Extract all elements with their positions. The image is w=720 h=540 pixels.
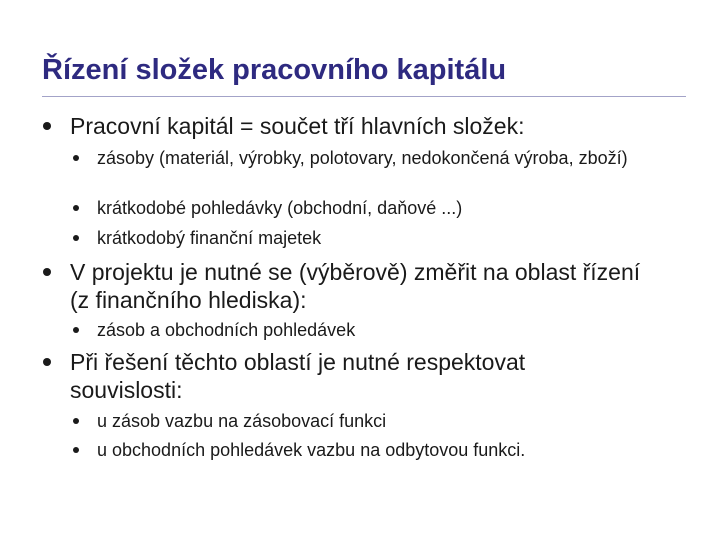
sub-bullet-item-2-1 bbox=[97, 319, 657, 341]
bullet-text: V projektu je nutné se (výběrově) změřit na oblast řízení (z finančního hlediska): bbox=[70, 259, 641, 313]
sub-bullet-item-3-1 bbox=[97, 410, 657, 432]
sub-bullet-icon bbox=[73, 447, 79, 453]
sub-bullet-text: u obchodních pohledávek vazbu na odbytovou funkci. bbox=[97, 440, 526, 460]
slide-title: Řízení složek pracovního kapitálu bbox=[42, 54, 507, 86]
bullet-icon bbox=[43, 268, 51, 276]
sub-bullet-icon bbox=[73, 327, 79, 333]
bullet-icon bbox=[43, 358, 51, 366]
sub-bullet-text: zásoby (materiál, výrobky, polotovary, nedokončená výroba, zboží) bbox=[97, 148, 628, 168]
sub-bullet-text: krátkodobý finanční majetek bbox=[97, 228, 322, 248]
sub-bullet-icon bbox=[73, 155, 79, 161]
sub-bullet-icon bbox=[73, 235, 79, 241]
bullet-item-3 bbox=[70, 348, 630, 404]
bullet-item-2 bbox=[70, 258, 660, 314]
bullet-item-1 bbox=[70, 112, 670, 140]
sub-bullet-item-1-1 bbox=[97, 147, 657, 169]
bullet-icon bbox=[43, 122, 51, 130]
sub-bullet-text: u zásob vazbu na zásobovací funkci bbox=[97, 411, 387, 431]
sub-bullet-text: zásob a obchodních pohledávek bbox=[97, 320, 356, 340]
bullet-text: Pracovní kapitál = součet tří hlavních složek: bbox=[70, 113, 525, 139]
sub-bullet-text: krátkodobé pohledávky (obchodní, daňové ...) bbox=[97, 198, 463, 218]
bullet-text: Při řešení těchto oblastí je nutné respektovat souvislosti: bbox=[70, 349, 526, 403]
sub-bullet-item-1-2 bbox=[97, 197, 657, 219]
sub-bullet-item-3-2 bbox=[97, 439, 657, 461]
sub-bullet-icon bbox=[73, 418, 79, 424]
sub-bullet-item-1-3 bbox=[97, 227, 657, 249]
sub-bullet-icon bbox=[73, 205, 79, 211]
